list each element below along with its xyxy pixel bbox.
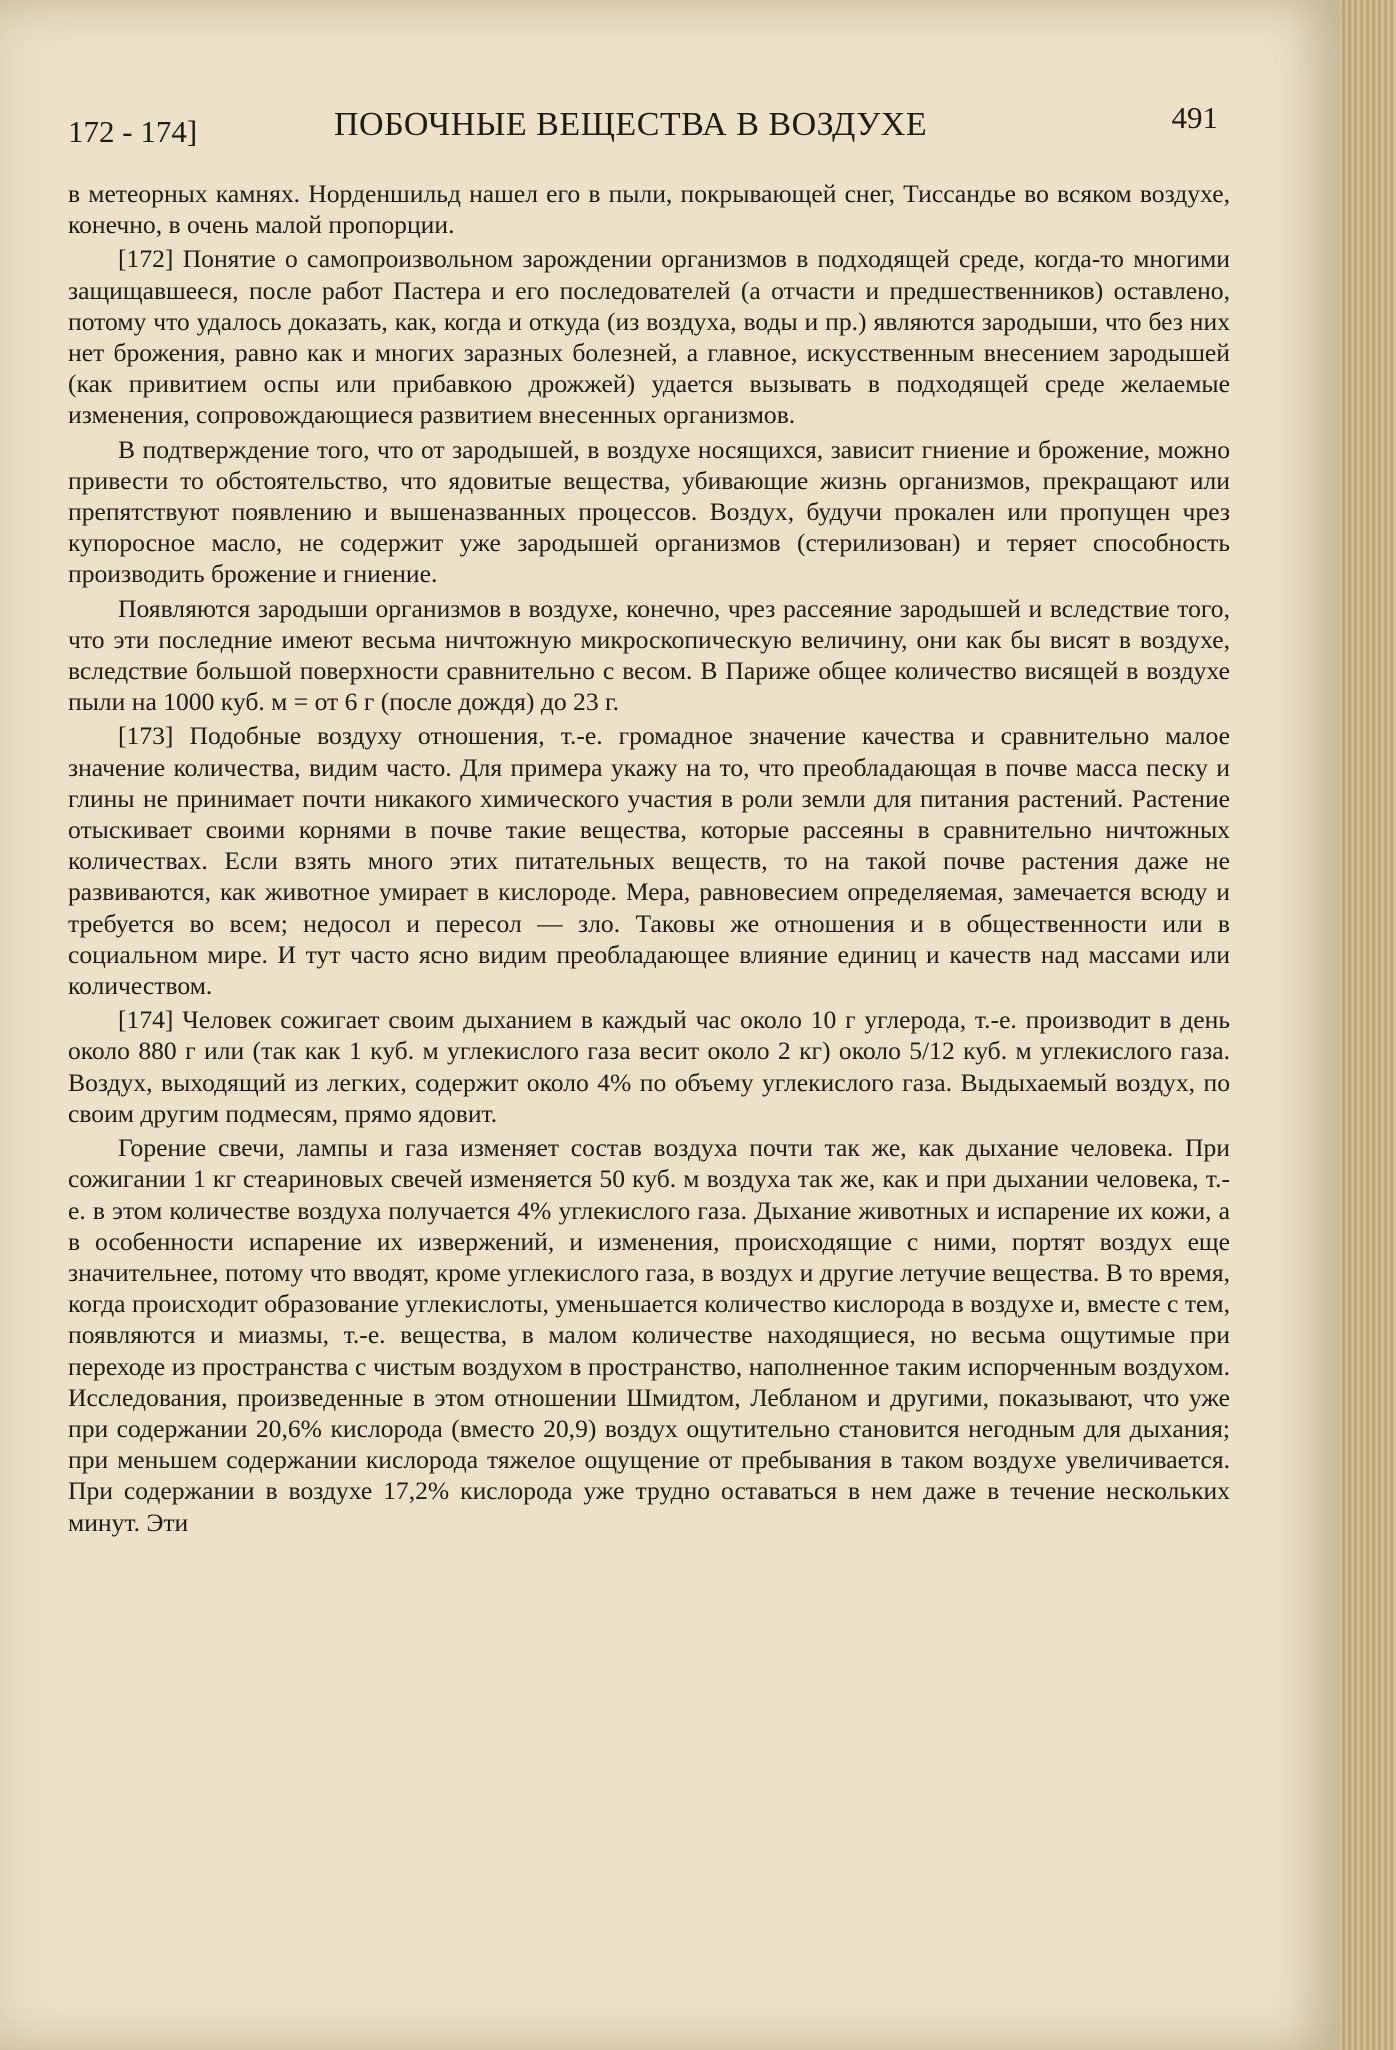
section-range: 172 - 174] [68, 114, 198, 149]
paragraph-germs: В подтверждение того, что от зародышей, в воздухе носящихся, зависит гниение и брожение, можно привести то обстоятельство, что ядовитые вещества, убивающие жизнь организмов, прекращают или препятствуют появлению и вышеназванных процессов. Воздух, будучи прокален или пропущен чрез купоросное масло, не содержит уже зародышей организмов (стерилизован) и теряет способность производить брожение и гниение. [68, 434, 1230, 589]
page-header [68, 100, 1218, 150]
page-edges [1340, 0, 1396, 2050]
paragraph-combustion: Горение свечи, лампы и газа изменяет состав воздуха почти так же, как дыхание человека. При сожигании 1 кг стеариновых свечей изменяется 50 куб. м воздуха так же, как и при дыхании человека, т.-е. в этом количестве воздуха получается 4% углекислого газа. Дыхание животных и испарение их кожи, а в особенности испарение их извержений, и изменения, происходящие с ними, портят воздух еще значительнее, потому что вводят, кроме углекислого газа, в воздух и другие летучие вещества. В то время, когда происходит образование углекислоты, уменьшается количество кислорода в воздухе и, вместе с тем, появляются и миазмы, т.-е. вещества, в малом количестве находящиеся, но весьма ощутимые при переходе из пространства с чистым воздухом в пространство, наполненное таким испорченным воздухом. Исследования, произведенные в этом отношении Шмидтом, Лебланом и другими, показывают, что уже при содержании 20,6% кислорода (вместо 20,9) воздух ощутительно становится негодным для дыхания; при меньшем содержании кислорода тяжелое ощущение от пребывания в таком воздухе увеличивается. При содержании в воздухе 17,2% кислорода уже трудно оставаться в нем даже в течение нескольких минут. Эти [68, 1133, 1230, 1537]
page-number: 491 [1171, 100, 1218, 135]
paragraph-173: [173] Подобные воздуху отношения, т.-е. громадное значение качества и сравнительно малое значение количества, видим часто. Для примера укажу на то, что преобладающая в почве масса песку и глины не принимает почти никакого химического участия в роли земли для питания растений. Растение отыскивает своими корнями в почве такие вещества, которые рассеяны в сравнительно ничтожных количествах. Если взять много этих питательных веществ, то на такой почве растения даже не развиваются, как животное умирает в кислороде. Мера, равновесием определяемая, замечается всюду и требуется во всем; недосол и пересол — зло. Таковы же отношения и в общественности или в социальном мире. И тут часто ясно видим преобладающее влияние единиц и качеств над массами или количеством. [68, 721, 1230, 1001]
paragraph-172: [172] Понятие о самопроизвольном зарождении организмов в подходящей среде, когда-то многими защищавшееся, после работ Пастера и его последователей (а отчасти и предшественников) оставлено, потому что удалось доказать, как, когда и откуда (из воздуха, воды и пр.) являются зародыши, что без них нет брожения, равно как и многих заразных болезней, а главное, искусственным внесением зародышей (как привитием оспы или прибавкою дрожжей) удается вызывать в подходящей среде желаемые изменения, сопровождающиеся развитием внесенных организмов. [68, 244, 1230, 430]
body-text [68, 178, 1230, 1538]
running-title: ПОБОЧНЫЕ ВЕЩЕСТВА В ВОЗДУХЕ [334, 106, 928, 143]
paragraph-dust: Появляются зародыши организмов в воздухе, конечно, чрез рассеяние зародышей и вследствие того, что эти последние имеют весьма ничтожную микроскопическую величину, они как бы висят в воздухе, вследствие большой поверхности сравнительно с весом. В Париже общее количество висящей в воздухе пыли на 1000 куб. м = от 6 г (после дождя) до 23 г. [68, 593, 1230, 717]
paragraph-continuation: в метеорных камнях. Норденшильд нашел его в пыли, покрывающей снег, Тиссандье во всяком воздухе, конечно, в очень малой пропорции. [68, 179, 1230, 240]
paragraph-174: [174] Человек сожигает своим дыханием в каждый час около 10 г углерода, т.-е. производит в день около 880 г или (так как 1 куб. м углекислого газа весит около 2 кг) около 5/12 куб. м углекислого газа. Воздух, выходящий из легких, содержит около 4% по объему углекислого газа. Выдыхаемый воздух, по своим другим подмесям, прямо ядовит. [68, 1005, 1230, 1128]
